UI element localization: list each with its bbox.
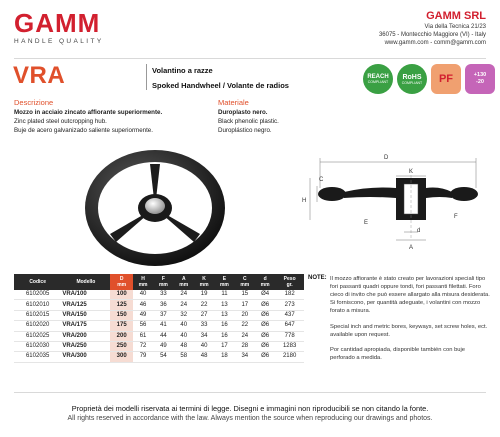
material-heading: Materiale bbox=[218, 98, 249, 107]
column-header bbox=[275, 274, 304, 290]
column-header bbox=[255, 274, 275, 290]
column-header-unit: mm bbox=[219, 282, 229, 288]
table-cell: Ø4 bbox=[255, 290, 275, 300]
table-row bbox=[14, 300, 304, 310]
label-d: D bbox=[384, 155, 389, 161]
column-header-label: A bbox=[181, 276, 186, 282]
table-cell: 24 bbox=[174, 300, 194, 310]
table-cell: VRA/250 bbox=[61, 341, 110, 351]
column-header-label: F bbox=[161, 276, 165, 282]
column-header bbox=[61, 274, 110, 290]
column-header bbox=[110, 274, 132, 290]
table-cell: 40 bbox=[133, 290, 153, 300]
product-title-it: Volantino a razze bbox=[152, 66, 213, 75]
column-header-unit: mm bbox=[179, 282, 189, 288]
product-code: VRA bbox=[13, 62, 66, 89]
table-cell: 40 bbox=[174, 321, 194, 331]
table-cell: VRA/200 bbox=[61, 331, 110, 341]
table-cell: 48 bbox=[194, 352, 214, 362]
dimensions-table bbox=[14, 274, 304, 363]
table-header-row bbox=[14, 274, 304, 290]
pf-label: PF bbox=[438, 73, 454, 85]
product-title-en-es: Spoked Handwheel / Volante de radios bbox=[152, 81, 289, 90]
column-header bbox=[133, 274, 153, 290]
temp-high: +130 bbox=[473, 72, 487, 78]
table-row bbox=[14, 341, 304, 351]
material-es: Duroplástico negro. bbox=[218, 127, 272, 134]
table-cell: 37 bbox=[153, 310, 173, 320]
note-it: Il mozzo affiorante è stato creato per lavorazioni speciali tipo fori passanti quadri oppure tondi, fori passanti filettati. Foro cieco di invito che può essere allargato alla misura desiderata. Si forniscono, per quantità adeguate, i volantini con mozzo forato a misura. bbox=[330, 276, 490, 314]
table-cell: 100 bbox=[110, 290, 132, 300]
table-cell: 13 bbox=[214, 310, 234, 320]
table-cell: 33 bbox=[153, 290, 173, 300]
table-cell: 46 bbox=[133, 300, 153, 310]
table-cell: 58 bbox=[174, 352, 194, 362]
label-e: E bbox=[364, 220, 369, 226]
column-header-label: D bbox=[119, 276, 124, 282]
label-d-small: d bbox=[417, 228, 421, 234]
table-cell: 125 bbox=[110, 300, 132, 310]
table-cell: VRA/125 bbox=[61, 300, 110, 310]
table-cell: Ø6 bbox=[255, 300, 275, 310]
table-cell: 175 bbox=[110, 321, 132, 331]
spoke-right-section bbox=[426, 188, 452, 199]
table-cell: Ø6 bbox=[255, 331, 275, 341]
note-en: Special inch and metric bores, keyways, set screw holes, ect. available upon request. bbox=[330, 324, 488, 338]
table-cell: 1283 bbox=[275, 341, 304, 351]
note-label: NOTE: bbox=[308, 275, 327, 281]
column-header-label: C bbox=[242, 276, 247, 282]
table-cell: Ø6 bbox=[255, 321, 275, 331]
label-a: A bbox=[409, 245, 414, 251]
column-header-unit: mm bbox=[158, 282, 168, 288]
column-header bbox=[14, 274, 61, 290]
table-cell: 56 bbox=[133, 321, 153, 331]
table-cell: 17 bbox=[214, 341, 234, 351]
column-header-label: H bbox=[141, 276, 145, 282]
table-cell: VRA/175 bbox=[61, 321, 110, 331]
rim-right-section bbox=[450, 187, 478, 201]
table-body bbox=[14, 290, 304, 362]
column-header-label: Peso bbox=[283, 276, 296, 282]
logo-wordmark: GAMM bbox=[14, 8, 101, 38]
table-cell: 778 bbox=[275, 331, 304, 341]
label-k: K bbox=[409, 169, 414, 175]
table-cell: 16 bbox=[214, 331, 234, 341]
certification-badges bbox=[363, 64, 495, 94]
hub-bore bbox=[404, 184, 418, 214]
table-cell: 273 bbox=[275, 300, 304, 310]
note-es: Por cantidad apropiada, disponible también con buje perforado a medida. bbox=[330, 347, 466, 361]
handwheel-photo bbox=[80, 142, 230, 270]
table-cell: 49 bbox=[133, 310, 153, 320]
column-header-label: E bbox=[222, 276, 227, 282]
table-row bbox=[14, 352, 304, 362]
reach-badge bbox=[363, 64, 393, 94]
reach-sub: COMPLIANT bbox=[367, 80, 389, 84]
column-header-unit: gr. bbox=[286, 282, 293, 288]
label-c: C bbox=[319, 177, 324, 183]
table-cell: 32 bbox=[174, 310, 194, 320]
table-row bbox=[14, 290, 304, 300]
footer-copyright-en: All rights reserved in accordance with the law. Always mention the source when reproducing our drawings and photos. bbox=[67, 415, 433, 422]
material-it: Duroplasto nero. bbox=[218, 109, 268, 116]
table-cell: 61 bbox=[133, 331, 153, 341]
company-city: 36075 - Montecchio Maggiore (VI) - Italy bbox=[378, 32, 486, 38]
table-cell: Ø6 bbox=[255, 341, 275, 351]
table-cell: 200 bbox=[110, 331, 132, 341]
rohs-sub: COMPLIANT bbox=[401, 80, 423, 85]
table-cell: 16 bbox=[214, 321, 234, 331]
column-header-unit: mm bbox=[117, 282, 127, 288]
table-cell: 6102030 bbox=[14, 341, 61, 351]
table-cell: 6102015 bbox=[14, 310, 61, 320]
table-cell: 6102035 bbox=[14, 352, 61, 362]
table-cell: 20 bbox=[235, 310, 255, 320]
table-cell: 33 bbox=[194, 321, 214, 331]
table-cell: 24 bbox=[235, 331, 255, 341]
company-name: GAMM SRL bbox=[426, 10, 486, 22]
table-cell: 6102005 bbox=[14, 290, 61, 300]
table-cell: Ø6 bbox=[255, 352, 275, 362]
hub-insert bbox=[145, 198, 165, 214]
table-cell: 41 bbox=[153, 321, 173, 331]
spoke-left-section bbox=[344, 188, 396, 199]
table-cell: 40 bbox=[174, 331, 194, 341]
label-h: H bbox=[302, 198, 307, 204]
column-header-unit: mm bbox=[240, 282, 250, 288]
column-header bbox=[214, 274, 234, 290]
header-divider bbox=[14, 58, 486, 59]
table-cell: 17 bbox=[235, 300, 255, 310]
table-cell: 437 bbox=[275, 310, 304, 320]
table-cell: 24 bbox=[174, 290, 194, 300]
reach-label: REACH bbox=[367, 74, 389, 80]
column-header-label: d bbox=[263, 276, 267, 282]
logo-tagline: HANDLE QUALITY bbox=[14, 38, 104, 45]
table-cell: 22 bbox=[235, 321, 255, 331]
table-cell: 13 bbox=[214, 300, 234, 310]
rohs-badge bbox=[397, 64, 427, 94]
footer-copyright-it: Proprietà dei modelli riservata ai termini di legge. Disegni e immagini non riproducibili se non citando la fonte. bbox=[71, 404, 429, 413]
table-cell: 79 bbox=[133, 352, 153, 362]
column-header bbox=[235, 274, 255, 290]
table-cell: 48 bbox=[174, 341, 194, 351]
table-cell: 182 bbox=[275, 290, 304, 300]
temperature-badge bbox=[465, 64, 495, 94]
gamm-logo bbox=[14, 10, 104, 45]
column-header-unit: mm bbox=[260, 282, 270, 288]
table-cell: 647 bbox=[275, 321, 304, 331]
company-web: www.gamm.com - comm@gamm.com bbox=[384, 40, 486, 46]
column-header-label: K bbox=[202, 276, 206, 282]
table-cell: VRA/300 bbox=[61, 352, 110, 362]
table-cell: 2180 bbox=[275, 352, 304, 362]
table-cell: 6102025 bbox=[14, 331, 61, 341]
table-cell: VRA/150 bbox=[61, 310, 110, 320]
table-cell: VRA/100 bbox=[61, 290, 110, 300]
table-cell: 28 bbox=[235, 341, 255, 351]
column-header bbox=[153, 274, 173, 290]
pf-badge bbox=[431, 64, 461, 94]
table-cell: 15 bbox=[235, 290, 255, 300]
table-cell: 44 bbox=[153, 331, 173, 341]
table-cell: 22 bbox=[194, 300, 214, 310]
table-cell: 34 bbox=[235, 352, 255, 362]
rim-left-section bbox=[318, 187, 346, 201]
company-address: Via della Tecnica 21/23 bbox=[424, 24, 486, 30]
rohs-label: RoHS bbox=[402, 73, 422, 81]
table-cell: 250 bbox=[110, 341, 132, 351]
description-heading: Descrizione bbox=[14, 98, 54, 107]
table-cell: 18 bbox=[214, 352, 234, 362]
table-row bbox=[14, 310, 304, 320]
title-separator bbox=[146, 64, 147, 90]
column-header-label: Codice bbox=[29, 279, 46, 285]
table-cell: 300 bbox=[110, 352, 132, 362]
company-info bbox=[379, 9, 486, 47]
description-es: Buje de acero galvanizado saliente superiormente. bbox=[14, 127, 153, 134]
table-cell: 54 bbox=[153, 352, 173, 362]
table-cell: 40 bbox=[194, 341, 214, 351]
column-header-unit: mm bbox=[199, 282, 209, 288]
table-cell: 6102010 bbox=[14, 300, 61, 310]
table-cell: 27 bbox=[194, 310, 214, 320]
table-cell: 49 bbox=[153, 341, 173, 351]
table-row bbox=[14, 331, 304, 341]
table-cell: 6102020 bbox=[14, 321, 61, 331]
temp-low: -20 bbox=[476, 79, 484, 85]
table-row bbox=[14, 321, 304, 331]
footer-divider bbox=[14, 392, 486, 393]
table-cell: 34 bbox=[194, 331, 214, 341]
column-header bbox=[194, 274, 214, 290]
table-cell: 150 bbox=[110, 310, 132, 320]
description-en: Zinc plated steel outcropping hub. bbox=[14, 118, 107, 125]
table-cell: 11 bbox=[214, 290, 234, 300]
table-cell: 36 bbox=[153, 300, 173, 310]
table-cell: Ø6 bbox=[255, 310, 275, 320]
table-cell: 19 bbox=[194, 290, 214, 300]
table-cell: 72 bbox=[133, 341, 153, 351]
technical-drawing bbox=[300, 148, 490, 252]
column-header-label: Modello bbox=[76, 279, 96, 285]
label-f: F bbox=[454, 214, 458, 220]
material-en: Black phenolic plastic. bbox=[218, 118, 279, 125]
description-it: Mozzo in acciaio zincato affiorante superiormente. bbox=[14, 109, 163, 116]
column-header-unit: mm bbox=[138, 282, 148, 288]
column-header bbox=[174, 274, 194, 290]
